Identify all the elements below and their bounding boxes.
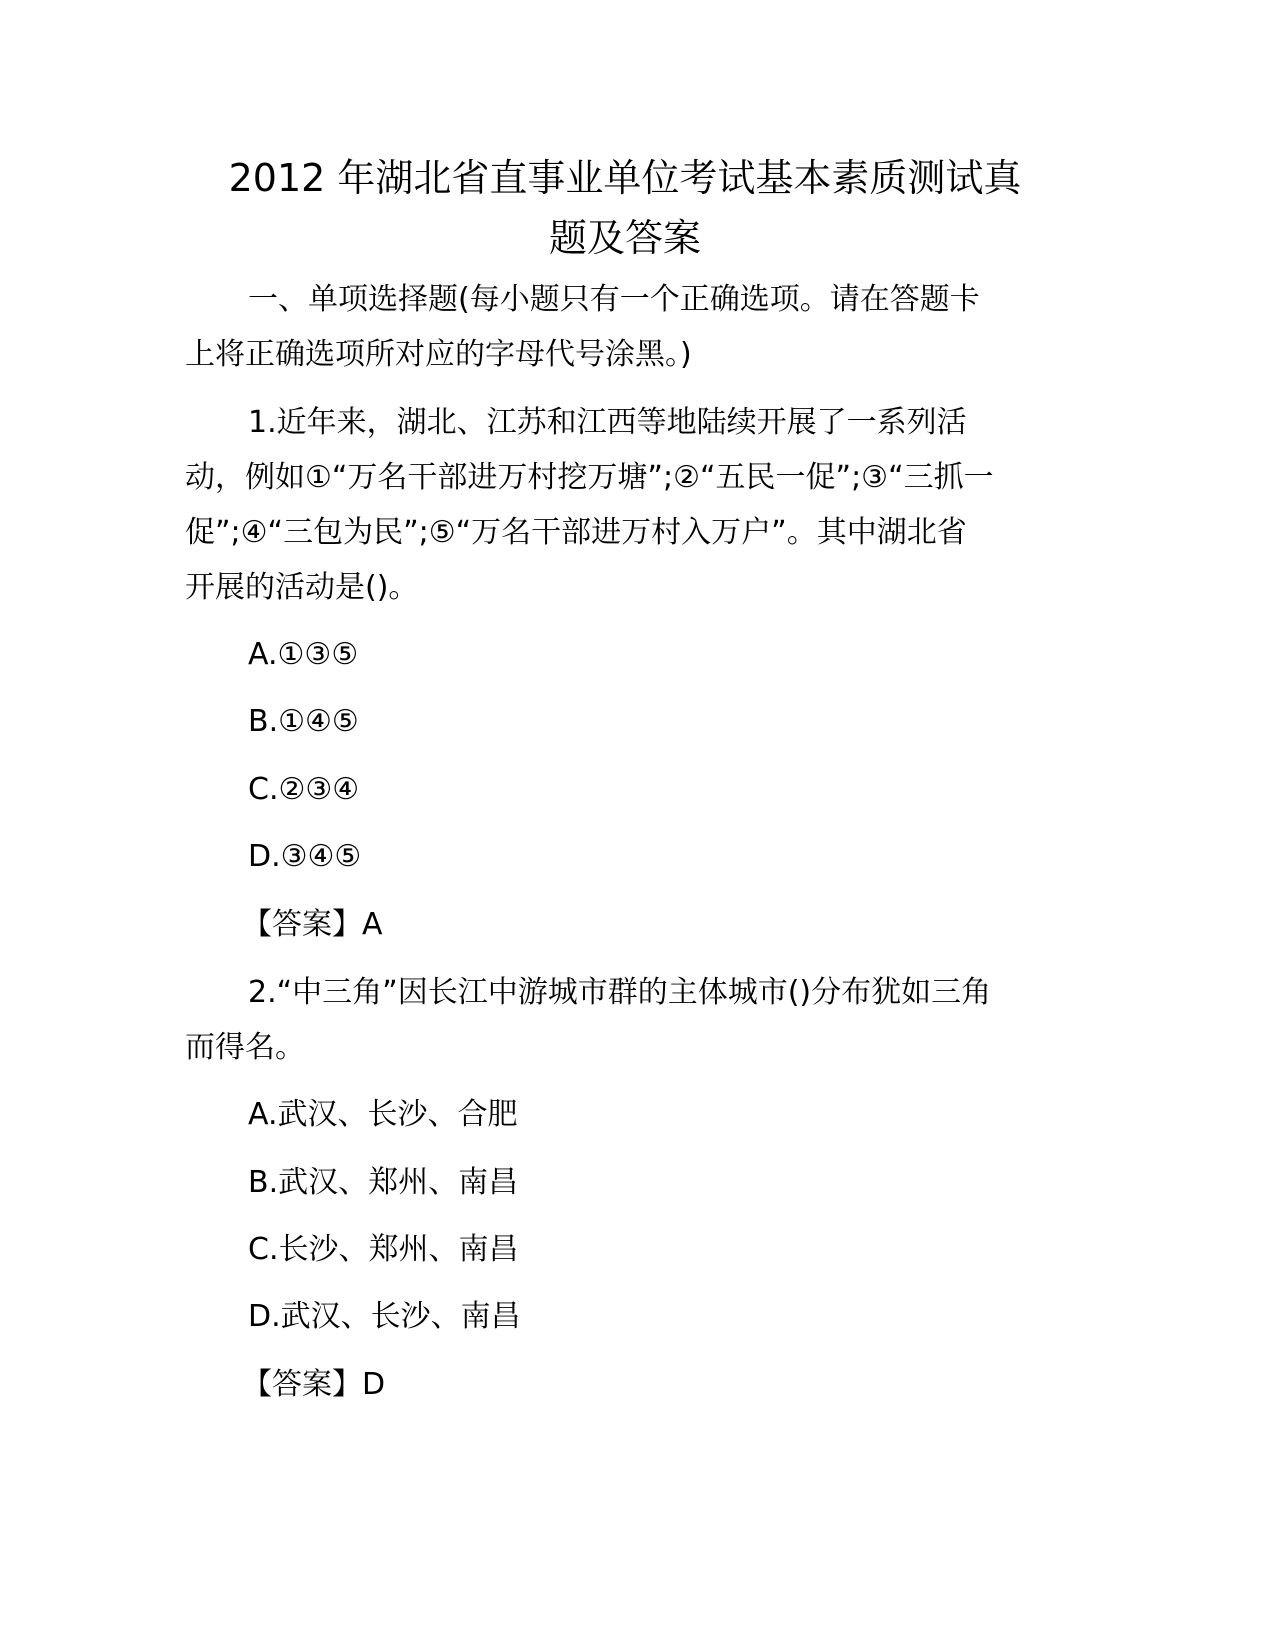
question-1-answer: 【答案】A — [242, 907, 383, 942]
question-1-option-c: C.②③④ — [248, 772, 360, 807]
question-1-line-2: 动，例如①“万名干部进万村挖万塘”;②“五民一促”;③“三抓一 — [185, 460, 994, 495]
title-line-1: 2012 年湖北省直事业单位考试基本素质测试真 — [228, 156, 1022, 200]
question-1-option-a: A.①③⑤ — [248, 637, 359, 672]
question-1-line-1: 1.近年来，湖北、江苏和江西等地陆续开展了一系列活 — [248, 405, 967, 440]
question-2-option-b: B.武汉、郑州、南昌 — [248, 1165, 519, 1200]
question-2-line-2: 而得名。 — [185, 1030, 305, 1065]
question-2-line-1: 2.“中三角”因长江中游城市群的主体城市()分布犹如三角 — [248, 975, 992, 1010]
question-2-option-d: D.武汉、长沙、南昌 — [248, 1299, 521, 1334]
section-heading-line-1: 一、单项选择题(每小题只有一个正确选项。请在答题卡 — [248, 282, 980, 317]
question-2-option-a: A.武汉、长沙、合肥 — [248, 1097, 518, 1132]
question-1-option-b: B.①④⑤ — [248, 704, 359, 739]
title-line-2: 题及答案 — [548, 216, 701, 260]
question-1-option-d: D.③④⑤ — [248, 839, 362, 874]
question-1-line-3: 促”;④“三包为民”;⑤“万名干部进万村入万户”。其中湖北省 — [185, 515, 967, 550]
question-1-line-4: 开展的活动是()。 — [185, 570, 419, 605]
section-heading-line-2: 上将正确选项所对应的字母代号涂黑。) — [185, 337, 692, 372]
question-2-option-c: C.长沙、郑州、南昌 — [248, 1232, 519, 1267]
question-2-answer: 【答案】D — [242, 1367, 386, 1402]
document-title — [180, 148, 1070, 268]
